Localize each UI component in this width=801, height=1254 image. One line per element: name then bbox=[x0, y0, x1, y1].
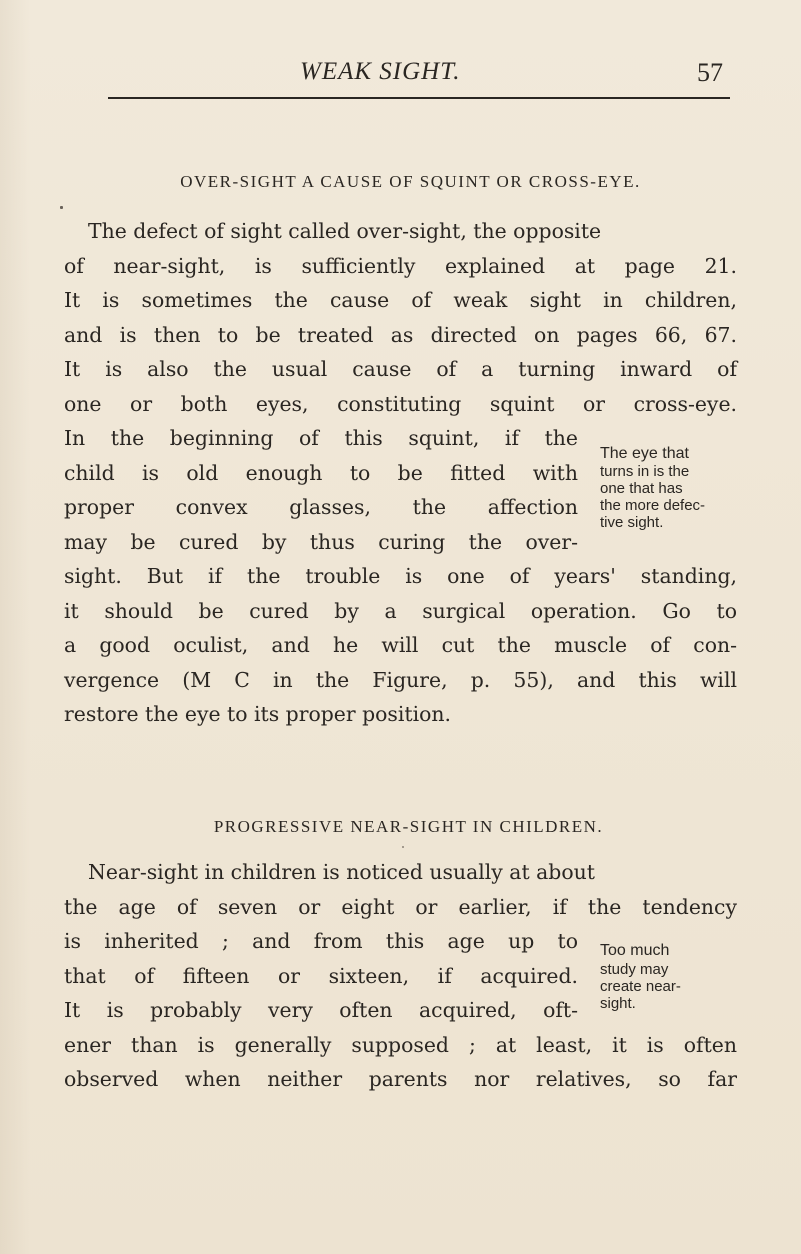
sidenote-line: one that has bbox=[600, 480, 683, 497]
running-head bbox=[0, 54, 801, 90]
section-heading-over-sight: OVER-SIGHT A CAUSE OF SQUINT OR CROSS-EYE. bbox=[180, 172, 641, 191]
sidenote-line: the more defec- bbox=[600, 497, 706, 514]
sidenote-line: turns in is the bbox=[600, 463, 690, 480]
sidenote-line: tive sight. bbox=[600, 514, 664, 531]
stray-mark bbox=[60, 206, 63, 209]
text-line: one or both eyes, constituting squint or cross-eye. bbox=[64, 392, 737, 416]
text-line: child is old enough to be fitted with bbox=[64, 461, 578, 485]
sidenote-line: Too much bbox=[600, 942, 670, 959]
section-heading-progressive-near-sight: PROGRESSIVE NEAR-SIGHT IN CHILDREN. bbox=[213, 817, 604, 836]
text-line: sight. But if the trouble is one of years' standing, bbox=[64, 564, 737, 588]
text-line: and is then to be treated as directed on pages 66, 67. bbox=[64, 323, 737, 347]
text-line: It is sometimes the cause of weak sight in children, bbox=[64, 288, 737, 312]
sidenote-line: The eye that bbox=[600, 445, 689, 462]
text-line: may be cured by thus curing the over- bbox=[64, 530, 578, 554]
text-line: The defect of sight called over-sight, the opposite bbox=[88, 219, 602, 243]
sidenote-line: study may bbox=[600, 961, 669, 978]
text-line: It is probably very often acquired, oft- bbox=[64, 998, 578, 1022]
text-line: is inherited ; and from this age up to bbox=[64, 929, 578, 953]
text-line: It is also the usual cause of a turning inward of bbox=[64, 357, 737, 381]
running-title: WEAK SIGHT. bbox=[300, 58, 461, 85]
sidenote-line: sight. bbox=[600, 995, 636, 1012]
text-line: it should be cured by a surgical operation. Go to bbox=[64, 599, 737, 623]
header-rule bbox=[108, 97, 730, 99]
text-line: restore the eye to its proper position. bbox=[64, 702, 452, 726]
text-line: Near-sight in children is noticed usually at about bbox=[88, 860, 595, 884]
stray-mark bbox=[402, 846, 404, 848]
text-line: observed when neither parents nor relatives, so far bbox=[64, 1067, 737, 1091]
text-line: of near-sight, is sufficiently explained at page 21. bbox=[64, 254, 737, 278]
text-line: ener than is generally supposed ; at least, it is often bbox=[64, 1033, 737, 1057]
page-number: 57 bbox=[697, 58, 723, 87]
text-line: the age of seven or eight or earlier, if the tendency bbox=[64, 895, 737, 919]
text-line: a good oculist, and he will cut the muscle of con- bbox=[64, 633, 737, 657]
text-line: proper convex glasses, the affection bbox=[64, 495, 578, 519]
sidenote-line: create near- bbox=[600, 978, 681, 995]
text-line: vergence (M C in the Figure, p. 55), and this will bbox=[64, 668, 737, 692]
text-line: that of fifteen or sixteen, if acquired. bbox=[64, 964, 578, 988]
text-line: In the beginning of this squint, if the bbox=[64, 426, 578, 450]
